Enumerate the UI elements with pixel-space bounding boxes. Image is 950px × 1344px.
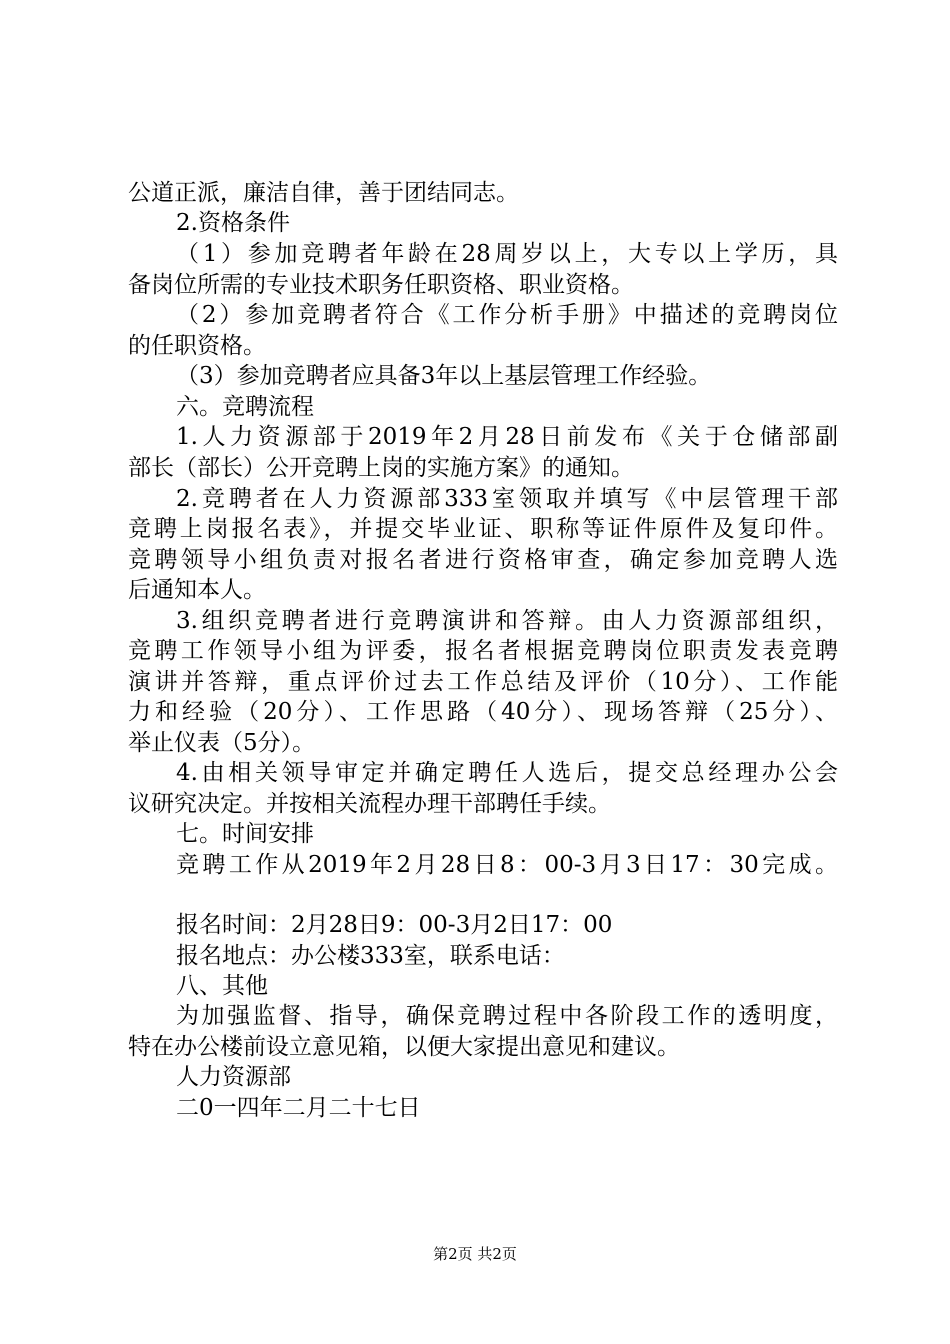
paragraph-line: 备岗位所需的专业技术职务任职资格、职业资格。 <box>128 272 634 298</box>
paragraph-line: （2）参加竞聘者符合《工作分析手册》中描述的竞聘岗位 <box>176 302 838 328</box>
paragraph-line: 竞聘工作从2019年2月28日8：00-3月3日17：30完成。 <box>176 852 838 878</box>
paragraph-line: 竞聘工作领导小组为评委，报名者根据竞聘岗位职责发表竞聘 <box>128 638 838 664</box>
paragraph-line: 为加强监督、指导，确保竞聘过程中各阶段工作的透明度， <box>176 1003 838 1029</box>
paragraph-line: 报名地点：办公楼333室，联系电话： <box>176 943 565 969</box>
paragraph-line: 2.竞聘者在人力资源部333室领取并填写《中层管理干部 <box>176 486 838 512</box>
paragraph-line: 演讲并答辩，重点评价过去工作总结及评价（10分）、工作能 <box>128 669 838 695</box>
section-heading: 2.资格条件 <box>176 210 290 236</box>
paragraph-line: 举止仪表（5分）。 <box>128 730 316 756</box>
paragraph-line: 议研究决定。并按相关流程办理干部聘任手续。 <box>128 791 611 817</box>
paragraph-line: （1）参加竞聘者年龄在28周岁以上，大专以上学历，具 <box>176 241 838 267</box>
paragraph-line: 竞聘上岗报名表》，并提交毕业证、职称等证件原件及复印件。 <box>128 516 838 542</box>
paragraph-line: 部长（部长）公开竞聘上岗的实施方案》的通知。 <box>128 455 634 481</box>
section-heading: 六。竞聘流程 <box>176 394 314 420</box>
paragraph-line: （3）参加竞聘者应具备3年以上基层管理工作经验。 <box>176 363 712 389</box>
paragraph-line: 1.人力资源部于2019年2月28日前发布《关于仓储部副 <box>176 424 838 450</box>
section-heading: 八、其他 <box>176 973 268 999</box>
signature-department: 人力资源部 <box>176 1064 291 1090</box>
paragraph-line: 竞聘领导小组负责对报名者进行资格审查，确定参加竞聘人选 <box>128 547 838 573</box>
page-number-footer: 第2页 共2页 <box>433 1245 517 1263</box>
paragraph-line: 的任职资格。 <box>128 333 266 359</box>
paragraph-line: 4.由相关领导审定并确定聘任人选后，提交总经理办公会 <box>176 760 838 786</box>
signature-date: 二0一四年二月二十七日 <box>176 1095 421 1121</box>
paragraph-line: 3.组织竞聘者进行竞聘演讲和答辩。由人力资源部组织， <box>176 608 838 634</box>
paragraph-line: 后通知本人。 <box>128 577 266 603</box>
paragraph-line: 特在办公楼前设立意见箱，以便大家提出意见和建议。 <box>128 1034 680 1060</box>
section-heading: 七。时间安排 <box>176 821 314 847</box>
paragraph-line: 力和经验（20分）、工作思路（40分）、现场答辩（25分）、 <box>128 699 838 725</box>
paragraph-line: 公道正派，廉洁自律，善于团结同志。 <box>128 180 519 206</box>
paragraph-line: 报名时间：2月28日9：00-3月2日17：00 <box>176 912 613 938</box>
